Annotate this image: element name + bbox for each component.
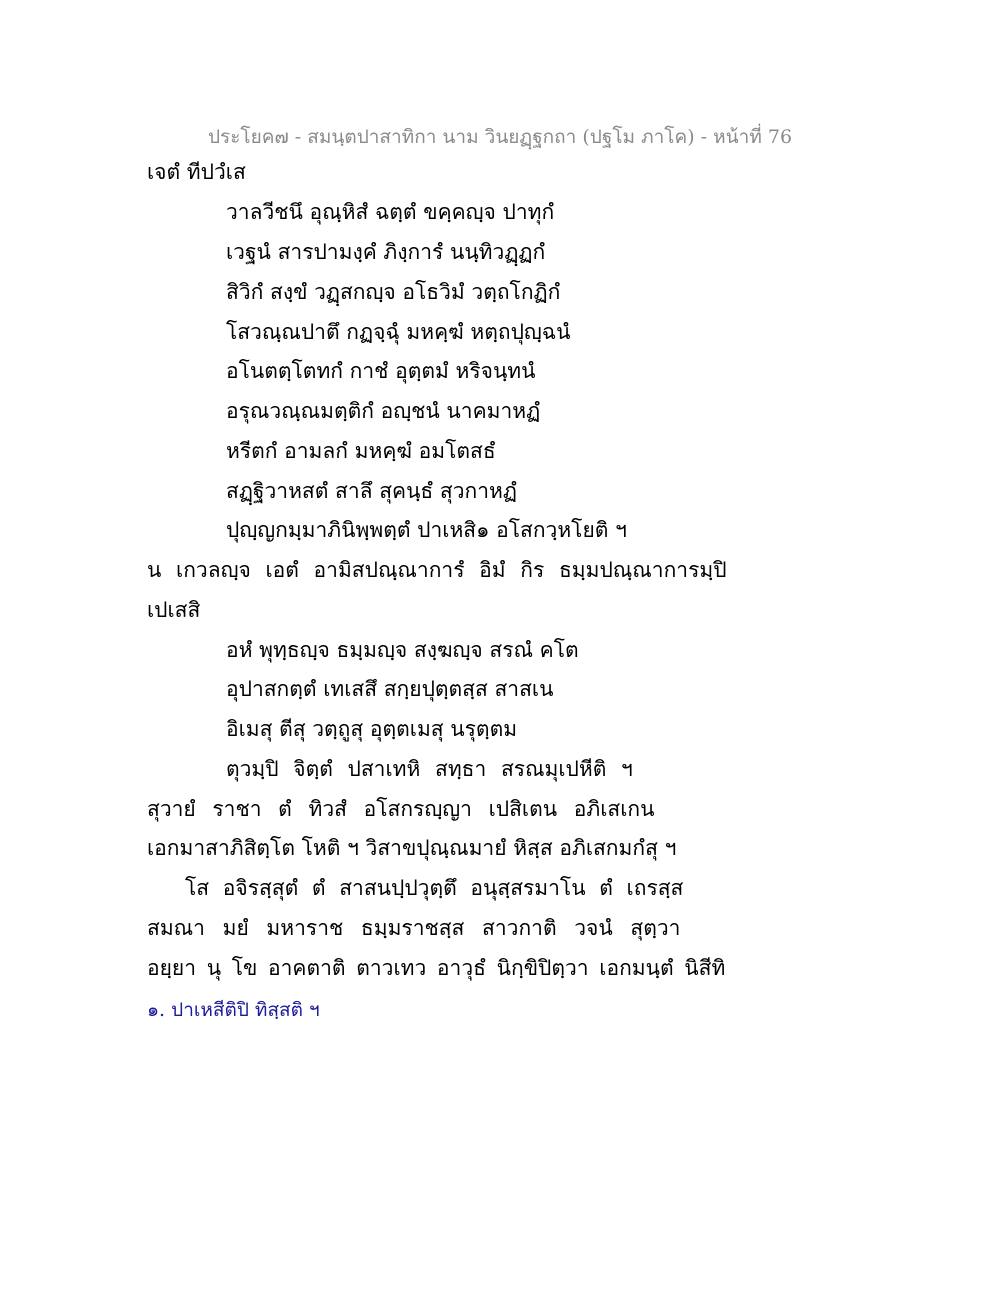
verse-line: ตุวมฺปิ จิตฺตํ ปสาเทหิ สทฺธา สรณมุเปหีติ ฯ [226, 757, 633, 781]
text-line: สมณา มยํ มหาราช ธมฺมราชสฺส สาวกาติ วจนํ สุตฺวา [147, 916, 681, 940]
text-line: เปเสสิ [147, 598, 201, 622]
verse-line: เวฐนํ สารปามงฺคํ ภิงฺการํ นนฺทิวฏฺฏกํ [226, 240, 546, 264]
verse-line: ปุญฺญกมฺมาภินิพฺพตฺตํ ปาเหสิ๑ อโสกวฺหโยติ ฯ [226, 518, 627, 542]
verse-line: อิเมสุ ตีสุ วตฺถูสุ อุตฺตเมสุ นรุตฺตม [226, 717, 518, 741]
text-line: น เกวลญฺจ เอตํ อามิสปณฺณาการํ อิมํ กิร ธมฺมปณฺณาการมฺปิ [147, 558, 727, 582]
text-line: สุวายํ ราชา ตํ ทิวสํ อโสกรญฺญา เปสิเตน อภิเสเกน [147, 797, 655, 821]
verse-line: อหํ พุทฺธญฺจ ธมฺมญฺจ สงฺฆญฺจ สรณํ คโต [226, 638, 579, 662]
verse-line: วาลวีชนึ อุณฺหิสํ ฉตฺตํ ขคฺคญฺจ ปาทุกํ [226, 200, 555, 224]
text-line: โส อจิรสฺสุตํ ตํ สาสนปฺปวุตฺตึ อนุสฺสรมาโน ตํ เถรสฺส [185, 876, 684, 900]
verse-line: สฏฺฐิวาหสตํ สาลึ สุคนฺธํ สุวกาหฏํ [226, 479, 517, 503]
page-header: ประโยค๗ - สมนฺตปาสาทิกา นาม วินยฏฺฐกถา (ปฐโม ภาโค) - หน้าที่ 76 [207, 126, 793, 148]
text-line: เจตํ ทีปวํเส [147, 160, 246, 184]
verse-line: หรีตกํ อามลกํ มหคฺฆํ อมโตสธํ [226, 439, 496, 463]
footnote: ๑. ปาเหสีติปิ ทิสฺสติ ฯ [147, 999, 320, 1021]
verse-line: อโนตตฺโตทกํ กาชํ อุตฺตมํ หริจนฺทนํ [226, 359, 536, 383]
verse-line: สิวิกํ สงฺขํ วฏฺสกญฺจ อโธวิมํ วตฺถโกฏิกํ [226, 280, 561, 304]
verse-line: โสวณฺณปาตึ กฏจฺฉุํ มหคฺฆํ หตฺถปุญฺฉนํ [226, 320, 571, 344]
text-line: อยฺยา นุ โข อาคตาติ ตาวเทว อาวุธํ นิกฺขิปิตฺวา เอกมนฺตํ นิสีทิ [147, 956, 726, 980]
verse-line: อุปาสกตฺตํ เทเสสึ สกฺยปุตฺตสฺส สาสเน [226, 677, 554, 701]
text-line: เอกมาสาภิสิตฺโต โหติ ฯ วิสาขปุณฺณมายํ หิสฺส อภิเสกมกํสุ ฯ [147, 836, 677, 860]
verse-line: อรุณวณฺณมตฺติกํ อญฺชนํ นาคมาหฏํ [226, 399, 541, 423]
